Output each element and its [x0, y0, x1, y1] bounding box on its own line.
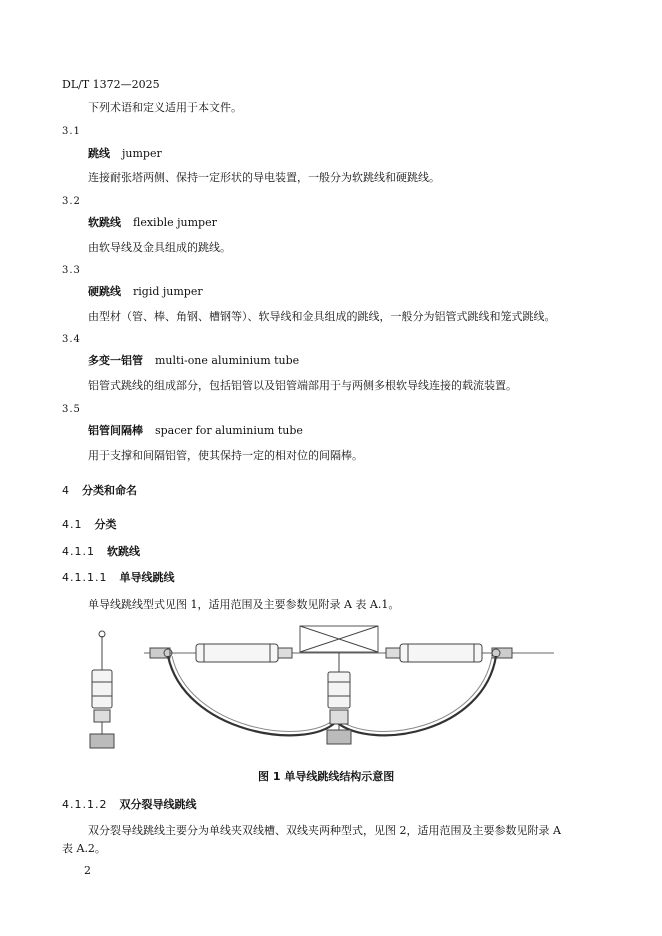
side-view-weight	[90, 734, 114, 748]
figure-jumper-diagram	[84, 622, 564, 758]
term-number: 3.4	[62, 334, 81, 345]
subsection-heading	[62, 516, 117, 532]
section-title: 双分裂导线跳线	[119, 798, 197, 811]
term-zh: 跳线	[88, 147, 110, 160]
term-en: multi-one aluminium tube	[155, 354, 300, 367]
term-en: jumper	[122, 147, 162, 160]
section-number: 4.1	[62, 518, 83, 531]
weight-center	[327, 730, 351, 744]
insulator-string-left	[196, 644, 278, 662]
section-number: 4.1.1.2	[62, 798, 108, 811]
section-title: 单导线跳线	[119, 571, 175, 584]
term-en: spacer for aluminium tube	[155, 424, 303, 437]
section-title: 分类和命名	[82, 484, 137, 497]
section-heading	[62, 482, 137, 498]
document-id: DL/T 1372—2025	[62, 78, 160, 91]
term-number: 3.2	[62, 196, 81, 207]
section-title: 软跳线	[107, 545, 140, 558]
term-zh: 多变一铝管	[88, 354, 143, 367]
term-heading	[88, 422, 303, 438]
subsection-heading	[62, 569, 174, 585]
suspension-insulator-center	[328, 672, 350, 708]
section-number: 4.1.1.1	[62, 571, 108, 584]
term-number: 3.1	[62, 126, 81, 137]
figure-caption: 图 1 单导线跳线结构示意图	[258, 770, 395, 783]
intro-text: 下列术语和定义适用于本文件。	[88, 101, 242, 114]
term-number: 3.3	[62, 265, 81, 276]
term-zh: 铝管间隔棒	[88, 424, 143, 437]
section-number: 4	[62, 484, 70, 497]
side-view-insulator	[92, 670, 112, 708]
term-heading	[88, 214, 217, 230]
jumper-conductor-left	[168, 656, 336, 735]
section-number: 4.1.1	[62, 545, 95, 558]
term-definition: 由型材（管、棒、角钢、槽钢等）、软导线和金具组成的跳线，一般分为铝管式跳线和笼式跳线。	[88, 310, 556, 323]
term-number: 3.5	[62, 404, 81, 415]
term-heading	[88, 283, 203, 299]
section-title: 分类	[94, 518, 117, 531]
term-definition: 连接耐张塔两侧、保持一定形状的导电装置，一般分为软跳线和硬跳线。	[88, 171, 440, 184]
body-paragraph: 单导线跳线型式见图 1，适用范围及主要参数见附录 A 表 A.1。	[88, 598, 400, 611]
insulator-string-right	[400, 644, 482, 662]
term-definition: 用于支撑和间隔铝管，使其保持一定的相对位的间隔棒。	[88, 449, 363, 462]
page-number: 2	[84, 864, 91, 877]
term-en: rigid jumper	[133, 285, 203, 298]
term-heading	[88, 145, 162, 161]
term-definition: 铝管式跳线的组成部分，包括铝管以及铝管端部用于与两侧多根软导线连接的载流装置。	[88, 379, 517, 392]
term-zh: 软跳线	[88, 216, 121, 229]
term-definition: 由软导线及金具组成的跳线。	[88, 241, 231, 254]
term-heading	[88, 352, 299, 368]
subsection-heading	[62, 796, 196, 812]
body-paragraph: 双分裂导线跳线主要分为单线夹双线槽、双线夹两种型式，见图 2，适用范围及主要参数见附录 A	[88, 824, 561, 837]
subsection-heading	[62, 543, 140, 559]
body-paragraph-continuation: 表 A.2。	[62, 842, 106, 855]
term-zh: 硬跳线	[88, 285, 121, 298]
term-en: flexible jumper	[133, 216, 217, 229]
